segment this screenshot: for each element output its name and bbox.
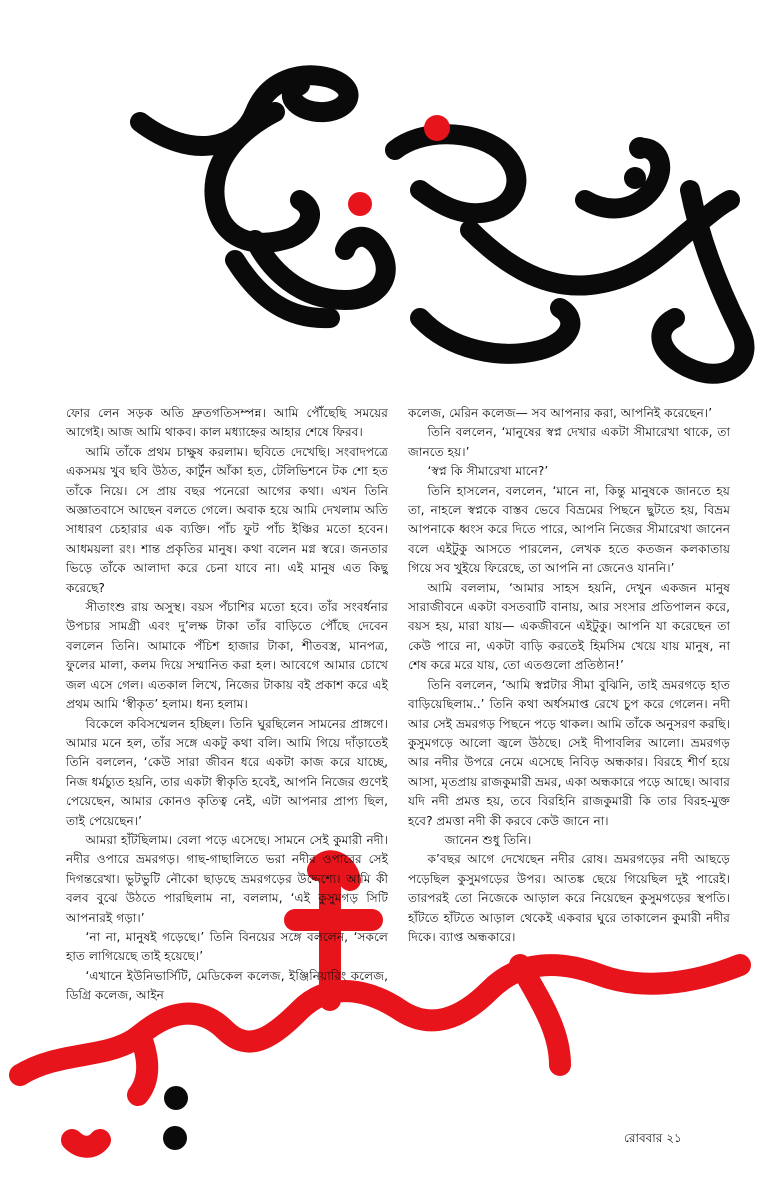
title-stroke-far-right bbox=[661, 190, 744, 374]
paragraph: সীতাংশু রায় অসুস্থ। বয়স পঁচাশির মতো হবে। তাঁর সংবর্ধনার উপচার সামগ্রী এবং দু’লক্ষ টাকা তাঁর বাড়িতে পৌঁছে দেবেন বললেন তিনি। আমাকে পঁচিশ হাজার টাকা, শীতবস্ত্র, মানপত্র, ফুলের মালা, কলম দিয়ে সম্মানিত করা হল। আবেগে আমার চোখে জল এসে গেল। এতকাল লিখে, নিজের টাকায় বই প্রকাশ করে এই প্রথম আমি ‘স্বীকৃত’ হলাম। ধন্য হলাম। bbox=[66, 600, 388, 712]
paragraph: আমরা হাঁটছিলাম। বেলা পড়ে এসেছে। সামনে সেই কুমারী নদী। নদীর ওপারে ভ্রমরগড়। গাছ-গাছালিতে ভরা নদীর ওপারের সেই দিগন্তরেখা। ভুটভুটি নৌকো ছাড়ছে ভ্রমরগড়ের উদ্দেশ্যে। আমি কী বলব বুঝে উঠতে পারছিলাম না, বললাম, ‘এই কুসুমগড় সিটি আপনারই গড়া।’ bbox=[66, 832, 388, 925]
brush-small-stroke bbox=[72, 1140, 100, 1147]
brush-left-drop bbox=[138, 1035, 147, 1095]
right-text-column bbox=[408, 404, 730, 947]
brush-dot-black-1 bbox=[164, 1086, 188, 1110]
title-stroke-main bbox=[140, 75, 349, 146]
title-stroke-right-hook bbox=[585, 148, 660, 208]
paragraph: ‘না না, মানুষই গড়েছে।’ তিনি বিনয়ের সঙ্গে বললেন, ‘সকলে হাত লাগিয়েছে তাই হয়েছে।’ bbox=[66, 929, 388, 964]
title-stroke-descender bbox=[255, 237, 386, 300]
title-dot-red-1 bbox=[424, 115, 450, 141]
brush-dot-black-2 bbox=[163, 1126, 187, 1150]
paragraph: ফোর লেন সড়ক অতি দ্রুতগতিসম্পন্ন। আমি পৌঁছেছি সময়ের আগেই। আজ আমি থাকব। কাল মধ্যাহ্নের আহার শেষে ফিরব। bbox=[66, 406, 388, 440]
title-stroke-lower-left bbox=[235, 260, 330, 318]
left-text-column bbox=[66, 404, 388, 1006]
paragraph: কলেজ, মেরিন কলেজ— সব আপনার করা, আপনিই করেছেন।’ bbox=[408, 406, 713, 420]
title-stroke-left-bowl bbox=[214, 112, 310, 243]
title-dot-red-2 bbox=[348, 192, 372, 216]
paragraph: জানেন শুধু তিনি। bbox=[444, 832, 532, 847]
title-stroke-bottom bbox=[420, 308, 570, 354]
title-dot-black-1 bbox=[629, 137, 651, 159]
brush-right-loop bbox=[520, 965, 560, 1065]
paragraph: ক’বছর আগে দেখেছেন নদীর রোষ। ভ্রমরগড়ের নদী আছড়ে পড়েছিল কুসুমগড়ের উপর। আতঙ্ক ছেয়ে গিয়েছিল দুই পারেই। তারপরই তো নিজেকে আড়াল করে নিয়েছেন কুসুমগড়ের স্থপতি। হাঁটতে হাঁটতে আড়াল থেকেই একবার ঘুরে তাকালেন কুমারী নদীর দিকে। ব্যাপ্ত অন্ধকারে। bbox=[408, 852, 730, 944]
paragraph: ‘স্বপ্ন কি সীমারেখা মানে?’ bbox=[427, 464, 549, 479]
paragraph: আমি বললাম, ‘আমার সাহস হয়নি, দেখুন একজন মানুষ সারাজীবনে একটা বসতবাটি বানায়, আর সংসার প্রতিপালন করে, বয়স হয়, মারা যায়— একজীবনে এইটুকু। আপনি যা করেছেন তা কেউ পারে না, একটা বাড়ি করতেই হিমসিম খেয়ে যায় মানুষ, না শেষ করে মরে যায়, তো এতগুলো প্রতিষ্ঠান!’ bbox=[408, 580, 730, 673]
paragraph: ‘এখানে ইউনিভার্সিটি, মেডিকেল কলেজ, ইঞ্জিনিয়ারিং কলেজ, ডিগ্রি কলেজ, আইন bbox=[66, 968, 388, 1003]
paragraph: তিনি বললেন, ‘আমি স্বপ্নটার সীমা বুঝিনি, তাই ভ্রমরগড়ে হাত বাড়িয়েছিলাম..’ তিনি কথা অর্ধসমাপ্ত রেখে চুপ করে গেলেন। নদী আর সেই ভ্রমরগড় পিছনে পড়ে থাকল। আমি তাঁকে অনুসরণ করছি। কুসুমগড়ে আলো জ্বলে উঠছে। সেই দীপাবলির আলো। ভ্রমরগড় আর নদীর উপরে নেমে এসেছে নিবিড় অন্ধকার। বিরহে শীর্ণ হয়ে আসা, মৃতপ্রায় রাজকুমারী ভ্রমর, একা অন্ধকারে পড়ে আছে। আবার যদি নদী প্রমত্ত হয়, তবে বিরহিনি রাজকুমারী কি তার বিরহ-মুক্ত হবে? প্রমত্তা নদী কী করবে কেউ জানে না। bbox=[408, 677, 731, 828]
paragraph: বিকেলে কবিসম্মেলন হচ্ছিল। তিনি ঘুরছিলেন সামনের প্রাঙ্গণে। আমার মনে হল, তাঁর সঙ্গে একটু কথা বলি। আমি গিয়ে দাঁড়াতেই তিনি বললেন, ‘কেউ সারা জীবন ধরে একটা কাজ করে যাচ্ছে, নিজ ধর্মচ্যুত হয়নি, তার একটা স্বীকৃতি হবেই, আপনি নিজের গুণেই পেয়েছেন, আমার কোনও কৃতিত্ব নেই, এটা আপনার প্রাপ্য ছিল, তাই পেয়েছেন।’ bbox=[66, 716, 388, 828]
title-stroke-wave bbox=[395, 134, 516, 213]
paragraph: তিনি বললেন, ‘মানুষের স্বপ্ন দেখার একটা সীমারেখা থাকে, তা জানতে হয়।’ bbox=[408, 425, 730, 459]
title-stroke-right-arc bbox=[470, 200, 730, 286]
paragraph: তিনি হাসলেন, বললেন, ‘মানে না, কিন্তু মানুষকে জানতে হয় তা, নাহলে স্বপ্নকে বাস্তব ভেবে বিভ্রমের পিছনে ছুটতে হয়, বিভ্রম আপনাকে ধ্বংস করে দিতে পারে, আপনি নিজের সীমারেখা জানেন বলে এইটুকু আসতে পারলেন, লেখক হতে কতজন কলকাতায় গিয়ে সব খুইয়ে ফিরেছে, তা আপনি না জেনেও যাননি।’ bbox=[408, 483, 730, 576]
title-dot-black-2 bbox=[624, 167, 646, 189]
page-folio: রোববার ২১ bbox=[624, 1131, 682, 1145]
paragraph: আমি তাঁকে প্রথম চাক্ষুষ করলাম। ছবিতে দেখেছি। সংবাদপত্রে একসময় খুব ছবি উঠত, কার্টুন আঁকা হত, টেলিভিশনে টক শো হত তাঁকে নিয়ে। সে প্রায় বছর পনেরো আগের কথা। এখন তিনি অজ্ঞাতবাসে আছেন বলতে গেলে। অবাক হয়ে আমি দেখলাম অতি সাধারণ চেহারার এক ব্যক্তি। পাঁচ ফুট পাঁচ ইঞ্চির মতো হবেন। আধময়লা রং। শান্ত প্রকৃতির মানুষ। কথা বলেন মগ্ন স্বরে। জনতার ভিড়ে তাঁকে আলাদা করে চেনা যাবে না। এই মানুষ এত কিছু করেছে? bbox=[66, 444, 388, 595]
